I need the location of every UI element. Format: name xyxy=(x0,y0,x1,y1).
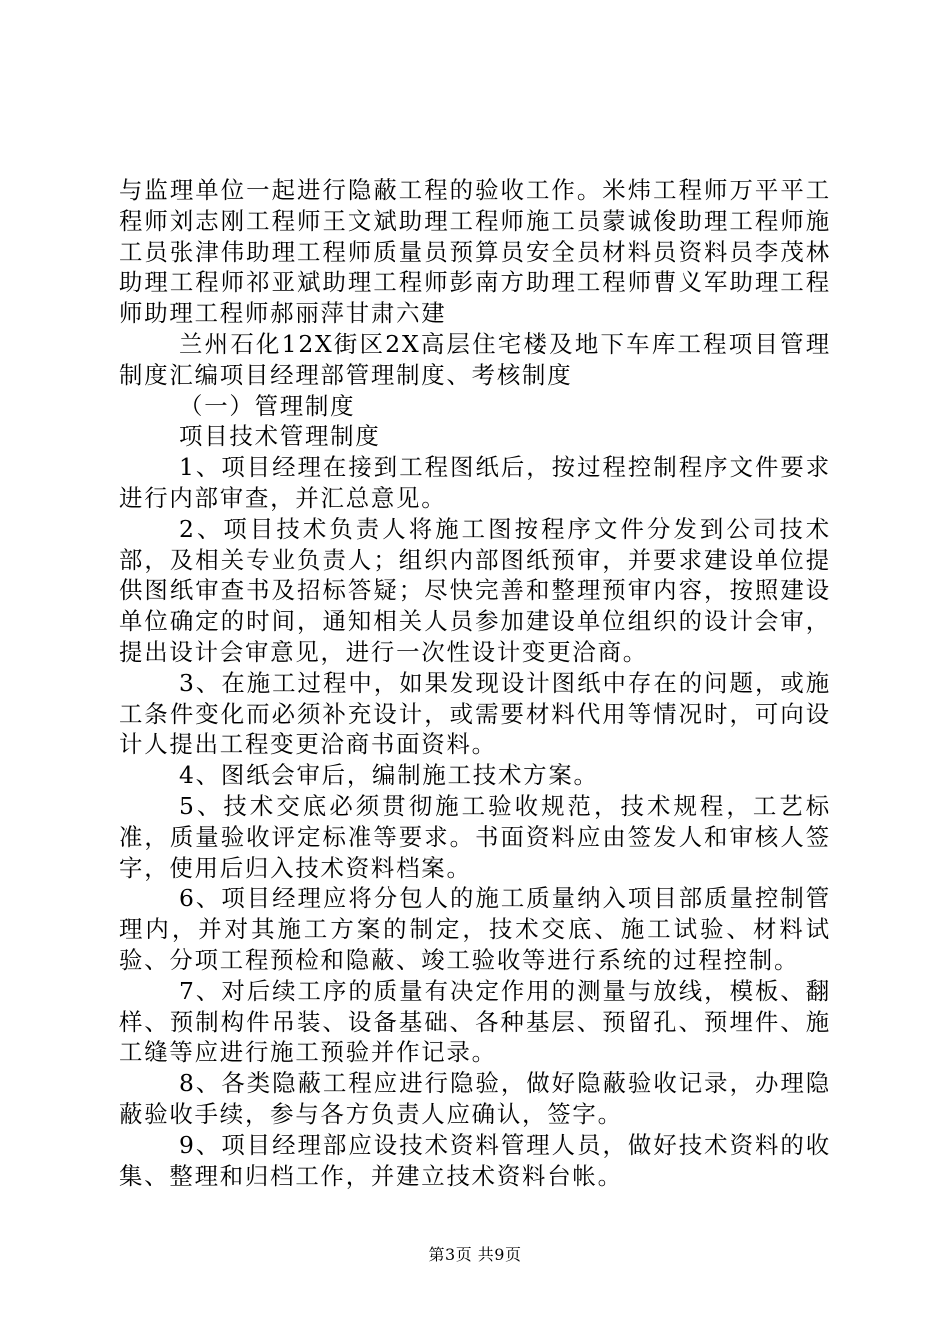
project-title-paragraph: 兰州石化12X街区2X高层住宅楼及地下车库工程项目管理制度汇编项目经理部管理制度、考核制度 xyxy=(119,329,831,389)
rule-item-8: 8、各类隐蔽工程应进行隐验，做好隐蔽验收记录，办理隐蔽验收手续，参与各方负责人应确认，签字。 xyxy=(119,1069,831,1128)
rule-item-7: 7、对后续工序的质量有决定作用的测量与放线，模板、翻样、预制构件吊装、设备基础、各种基层、预留孔、预埋件、施工缝等应进行施工预验并作记录。 xyxy=(119,976,831,1067)
page-number: 第3页 共9页 xyxy=(428,1245,522,1264)
rule-item-2: 2、项目技术负责人将施工图按程序文件分发到公司技术部，及相关专业负责人；组织内部图纸预审，并要求建设单位提供图纸审查书及招标答疑；尽快完善和整理预审内容，按照建设单位确定的时间，通知相关人员参加建设单位组织的设计会审，提出设计会审意见，进行一次性设计变更洽商。 xyxy=(119,514,831,666)
continuation-paragraph: 与监理单位一起进行隐蔽工程的验收工作。米炜工程师万平平工程师刘志刚工程师王文斌助理工程师施工员蒙诚俊助理工程师施工员张津伟助理工程师质量员预算员安全员材料员资料员李茂林助理工程师祁亚斌助理工程师彭南方助理工程师曹义军助理工程师助理工程师郝丽萍甘肃六建 xyxy=(119,176,831,328)
section-heading: （一）管理制度 xyxy=(179,391,356,420)
subsection-heading: 项目技术管理制度 xyxy=(179,422,381,451)
rule-item-9: 9、项目经理部应设技术资料管理人员，做好技术资料的收集、整理和归档工作，并建立技术资料台帐。 xyxy=(119,1130,831,1190)
rule-item-5: 5、技术交底必须贯彻施工验收规范，技术规程，工艺标准，质量验收评定标准等要求。书面资料应由签发人和审核人签字，使用后归入技术资料档案。 xyxy=(119,791,831,882)
rule-item-1: 1、项目经理在接到工程图纸后，按过程控制程序文件要求进行内部审查，并汇总意见。 xyxy=(119,453,831,512)
document-body xyxy=(119,175,831,1191)
rule-item-4: 4、图纸会审后，编制施工技术方案。 xyxy=(179,761,599,790)
rule-item-3: 3、在施工过程中，如果发现设计图纸中存在的问题，或施工条件变化而必须补充设计，或需要材料代用等情况时，可向设计人提出工程变更洽商书面资料。 xyxy=(119,668,831,759)
rule-item-6: 6、项目经理应将分包人的施工质量纳入项目部质量控制管理内，并对其施工方案的制定，技术交底、施工试验、材料试验、分项工程预检和隐蔽、竣工验收等进行系统的过程控制。 xyxy=(119,884,831,974)
